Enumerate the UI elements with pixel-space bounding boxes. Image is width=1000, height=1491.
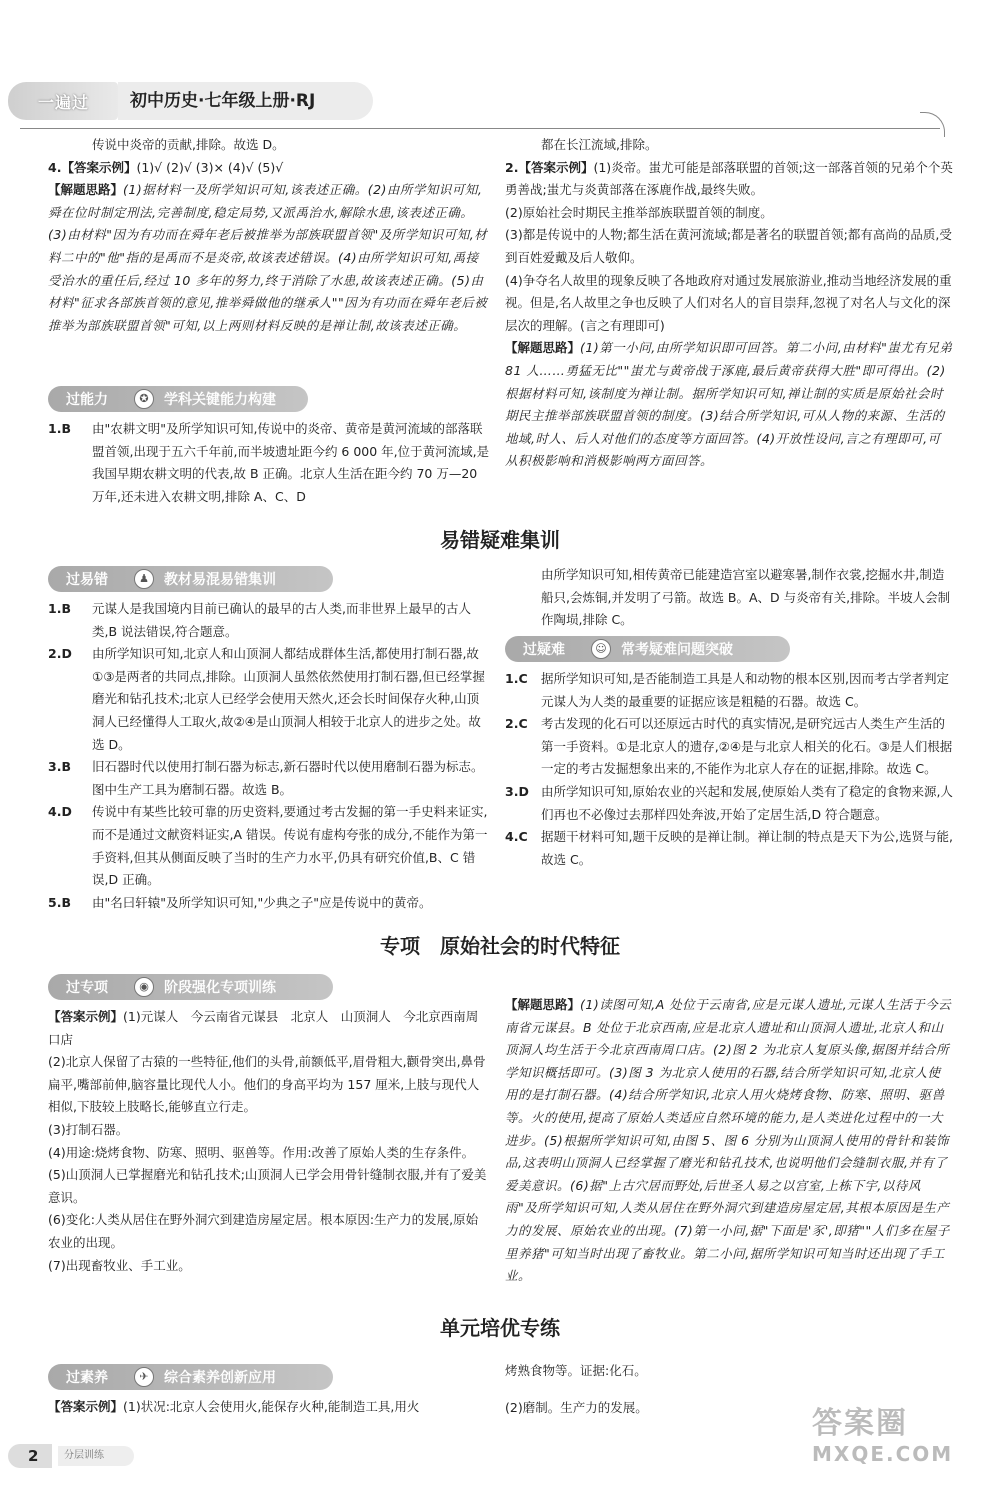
answer-label: 【答案示例】	[61, 159, 137, 175]
band-label: 过易错	[66, 572, 108, 588]
plane-icon: ✈	[134, 1367, 154, 1387]
answer-text: (1)元谋人 今云南省元谋县 北京人 山顶洞人 今北京西南周口店	[48, 1009, 479, 1047]
section-heading: 单元培优专练	[440, 1316, 560, 1340]
item-number: 1.B	[48, 601, 71, 616]
item-text: 据所学知识可知,是否能制造工具是人和动物的根本区别,因而考古学者判定元谋人为人类的最重要的证据应该是粗糙的石器。故选 C。	[541, 671, 949, 709]
item-number: 1.C	[505, 671, 528, 686]
item-text: 由所学知识可知,北京人和山顶洞人都结成群体生活,都使用打制石器,故①③是两者的共同点,排除。山顶洞人虽然依然使用打制石器,但已经掌握磨光和钻孔技术;北京人已经学会使用天然火,还会长时间保存火种,山顶洞人已经懂得人工取火,故②④是山顶洞人相较于北京人的进步之处。故选 D。	[92, 646, 485, 752]
q4-answer	[48, 157, 490, 180]
q4-solution-text: (1)据材料一及所学知识可知,该表述正确。(2)由所学知识可知,舜在位时制定刑法,完善制度,稳定局势,又派禹治水,解除水患,该表述正确。(3)由材料"因为有功而在舜年老后被推举为部族联盟首领"及所学知识可知,材料二中的"他"指的是禹而不是炎帝,故该表述错误。(4)由所学知识可知,禹接受治水的重任后,经过 10 多年的努力,终于消除了水患,故该表述正确。(5)由材料"征求各部族首领的意见,推举舜做他的继承人""因为有功而在舜年老后被推举为部族联盟首领"可知,以上两则材料反映的是禅让制,故该表述正确。	[48, 182, 488, 333]
answer-line: 烤熟食物等。证据:化石。	[505, 1363, 647, 1378]
band-title: 阶段强化专项训练	[164, 980, 276, 996]
q2-number: 2.	[505, 159, 519, 175]
solution-label: 【解题思路】	[505, 997, 581, 1012]
band-title: 学科关键能力构建	[164, 392, 276, 408]
page-header	[0, 72, 1000, 132]
solution	[505, 994, 953, 1288]
list-item	[48, 756, 490, 801]
item-text: 由"名曰轩辕"及所学知识可知,"少典之子"应是传说中的黄帝。	[92, 894, 432, 910]
item-number: 4.D	[48, 804, 72, 820]
band-label: 过疑难	[523, 642, 565, 658]
top-right-column	[505, 134, 953, 473]
face-icon: ☺	[591, 639, 611, 659]
list-item	[48, 598, 490, 643]
section-heading: 专项 原始社会的时代特征	[380, 934, 620, 958]
q2-line: (2)原始社会时期民主推举部族联盟首领的制度。	[505, 204, 773, 220]
list-item	[48, 643, 490, 756]
band-label: 过专项	[66, 980, 108, 996]
band-title: 常考疑难问题突破	[621, 642, 733, 658]
q4-answer-text: (1)√ (2)√ (3)× (4)√ (5)√	[136, 159, 284, 175]
answer-line: (7)出现畜牧业、手工业。	[48, 1257, 191, 1273]
section-band-ability	[48, 386, 308, 412]
band-label: 过素养	[66, 1370, 108, 1386]
list-item	[48, 801, 490, 891]
answer-line: (3)打制石器。	[48, 1121, 129, 1137]
special-left-column	[48, 1006, 490, 1277]
answer-label: 【答案示例】	[48, 1009, 124, 1024]
item-text: 传说中有某些比较可靠的历史资料,要通过考古发掘的第一手史料来证实,而不是通过文献资料证实,A 错误。传说有虚构夸张的成分,不能作为第一手资料,但其从侧面反映了当时的生产力水平,仍具有研究价值,B、C 错误,D 正确。	[92, 804, 488, 888]
q2-solution	[505, 337, 953, 473]
continued-text: 传说中炎帝的贡献,排除。故选 D。	[92, 137, 285, 152]
error-continued: 由所学知识可知,相传黄帝已能建造宫室以避寒暑,制作衣裳,挖掘水井,制造船只,会炼铜,并发明了弓箭。故选 B。A、D 与炎帝有关,排除。半坡人会制作陶埙,排除 C。	[541, 567, 951, 628]
answer-line	[48, 1396, 490, 1419]
watermark-logo	[812, 1398, 980, 1488]
item-number: 2.C	[505, 716, 528, 732]
target-icon: ◉	[134, 977, 154, 997]
list-item	[505, 668, 953, 713]
top-left-column	[48, 134, 490, 337]
medal-icon: ✪	[134, 389, 154, 409]
answer-line: (5)山顶洞人已掌握磨光和钻孔技术;山顶洞人已学会用骨针缝制衣服,并有了爱美意识。	[48, 1167, 487, 1205]
answer-text: (1)状况:北京人会使用火,能保存火种,能制造工具,用火	[123, 1399, 420, 1414]
answer-line: (4)用途:烧烤食物、防寒、照明、驱兽等。作用:改善了原始人类的生存条件。	[48, 1144, 475, 1160]
brand-text: 一遍过	[38, 93, 90, 112]
section-band-hard	[505, 636, 790, 662]
item-text: 由"农耕文明"及所学知识可知,传说中的炎帝、黄帝是黄河流域的部落联盟首领,出现于五六千年前,而半坡遗址距今约 6 000 年,位于黄河流域,是我国早期农耕文明的代表,故 B 正确。北京人生活在距今约 70 万—20 万年,还未进入农耕文明,排除 A、C、D	[92, 421, 490, 504]
header-rule	[20, 128, 940, 129]
band-title: 教材易混易错集训	[164, 572, 276, 588]
answer-label: 【答案示例】	[518, 159, 594, 175]
item-text: 据题干材料可知,题干反映的是禅让制。禅让制的特点是天下为公,选贤与能,故选 C。	[541, 829, 953, 867]
course-title: 初中历史·七年级上册·RJ	[118, 82, 373, 120]
item-number: 3.D	[505, 783, 529, 799]
footer-label: 分层训练	[58, 1446, 134, 1466]
brand-logo	[8, 82, 118, 120]
error-items	[48, 598, 490, 914]
answer-line: (6)变化:人类从居住在野外洞穴到建造房屋定居。根本原因:生产力的发展,原始农业的出现。	[48, 1212, 479, 1250]
list-item	[48, 892, 490, 915]
answer-line	[48, 1006, 490, 1051]
list-item	[48, 418, 490, 508]
watermark-title: 答案圈	[812, 1406, 908, 1441]
q4-solution	[48, 179, 490, 337]
solution-text: (1)读图可知,A 处位于云南省,应是元谋人遗址,元谋人生活于今云南省元谋县。B 处位于北京西南,应是北京人遗址和山顶洞人遗址,北京人和山顶洞人均生活于今北京西南周口店。(2)图 2 为北京人复原头像,据图并结合所学知识概括即可。(3)图 3 为北京人使用的石器,结合所学知识可知,北京人使用的是打制石器。(4)结合所学知识,北京人用火烧烤食物、防寒、照明、驱兽等。火的使用,提高了原始人类适应自然环境的能力,是人类进化过程中的一大进步。(5)根据所学知识可知,由图 5、图 6 分别为山顶洞人使用的骨针和装饰品,这表明山顶洞人已经掌握了磨光和钻孔技术,也说明他们会缝制衣服,并有了爱美意识。(6)据"上古穴居而野处,后世圣人易之以宫室,上栋下宇,以待风雨"及所学知识可知,人类从居住在野外洞穴到建造房屋定居,其根本原因是生产力的发展、原始农业的出现。(7)第一小问,据"下面是'豕',即猪""人们多在屋子里养猪"可知当时出现了畜牧业。第二小问,据所学知识可知当时还出现了手工业。	[505, 997, 952, 1284]
q2-solution-text: (1)第一小问,由所学知识即可回答。第二小问,由材料"蚩尤有兄弟 81 人……勇猛无比""蚩尤与黄帝战于涿鹿,最后黄帝获得大胜"即可得出。(2)根据材料可知,该制度为禅让制。据所学知识可知,禅让制的实质是原始社会时期民主推举部族联盟首领的制度。(3)结合所学知识,可从人物的来源、生活的地域,时人、后人对他们的态度等方面回答。(4)开放性设问,言之有理即可,可从积极影响和消极影响两方面回答。	[505, 340, 953, 469]
answer-line: (2)北京人保留了古猿的一些特征,他们的头骨,前额低平,眉骨粗大,颧骨突出,鼻骨扁平,嘴部前伸,脑容量比现代人小。他们的身高平均为 157 厘米,上肢与现代人相似,下肢较上肢略长,能够直立行走。	[48, 1054, 486, 1115]
item-number: 4.C	[505, 829, 528, 845]
page-number: 2	[8, 1444, 52, 1468]
list-item	[505, 713, 953, 781]
section-band-literacy	[48, 1364, 333, 1390]
band-title: 综合素养创新应用	[164, 1370, 276, 1386]
q2-line: (1)炎帝。蚩尤可能是部落联盟的首领;这一部落首领的兄弟个个英勇善战;蚩尤与炎黄部落在涿鹿作战,最终失败。	[505, 159, 953, 198]
literacy-left	[48, 1396, 490, 1419]
hard-items	[505, 668, 953, 871]
band-label: 过能力	[66, 392, 108, 408]
solution-label: 【解题思路】	[505, 340, 581, 356]
item-text: 由所学知识可知,原始农业的兴起和发展,使原始人类有了稳定的食物来源,人们再也不必像过去那样四处奔波,开始了定居生活,D 符合题意。	[541, 783, 953, 822]
q2-line: (3)都是传说中的人物;都生活在黄河流域;都是著名的联盟首领;都有高尚的品质,受到百姓爱戴及后人敬仰。	[505, 227, 952, 265]
q2-line: (4)争夺名人故里的现象反映了各地政府对通过发展旅游业,推动当地经济发展的重视。但是,名人故里之争也反映了人们对名人的盲目崇拜,忽视了对名人与文化的深层次的理解。(言之有理即可)	[505, 272, 952, 333]
item-number: 5.B	[48, 894, 71, 910]
list-item	[505, 781, 953, 826]
item-number: 3.B	[48, 759, 71, 775]
item-number: 2.D	[48, 646, 72, 662]
answer-line: (2)磨制。生产力的发展。	[505, 1399, 648, 1415]
bell-icon: ♟	[134, 569, 154, 589]
item-number: 1.B	[48, 421, 71, 436]
section-heading: 易错疑难集训	[440, 528, 560, 552]
q4-number: 4.	[48, 159, 62, 175]
continued-text: 都在长江流域,排除。	[541, 137, 658, 152]
item-text: 考古发现的化石可以还原远古时代的真实情况,是研究远古人类生产生活的第一手资料。①是北京人的遗存,②④是与北京人相关的化石。③是人们根据一定的考古发掘想象出来的,不能作为北京人存在的证据,排除。故选 C。	[541, 716, 953, 777]
list-item	[505, 826, 953, 871]
solution-label: 【解题思路】	[48, 182, 124, 198]
q2-answer	[505, 157, 953, 202]
answer-label: 【答案示例】	[48, 1399, 124, 1414]
section-band-error	[48, 566, 333, 592]
section-band-special	[48, 974, 333, 1000]
watermark-url: MXQE.COM	[812, 1442, 954, 1466]
ability-items	[48, 418, 490, 508]
item-text: 元谋人是我国境内目前已确认的最早的古人类,而非世界上最早的古人类,B 说法错误,符合题意。	[92, 601, 471, 639]
item-text: 旧石器时代以使用打制石器为标志,新石器时代以使用磨制石器为标志。图中生产工具为磨制石器。故选 B。	[92, 759, 484, 797]
special-right-column	[505, 994, 953, 1288]
